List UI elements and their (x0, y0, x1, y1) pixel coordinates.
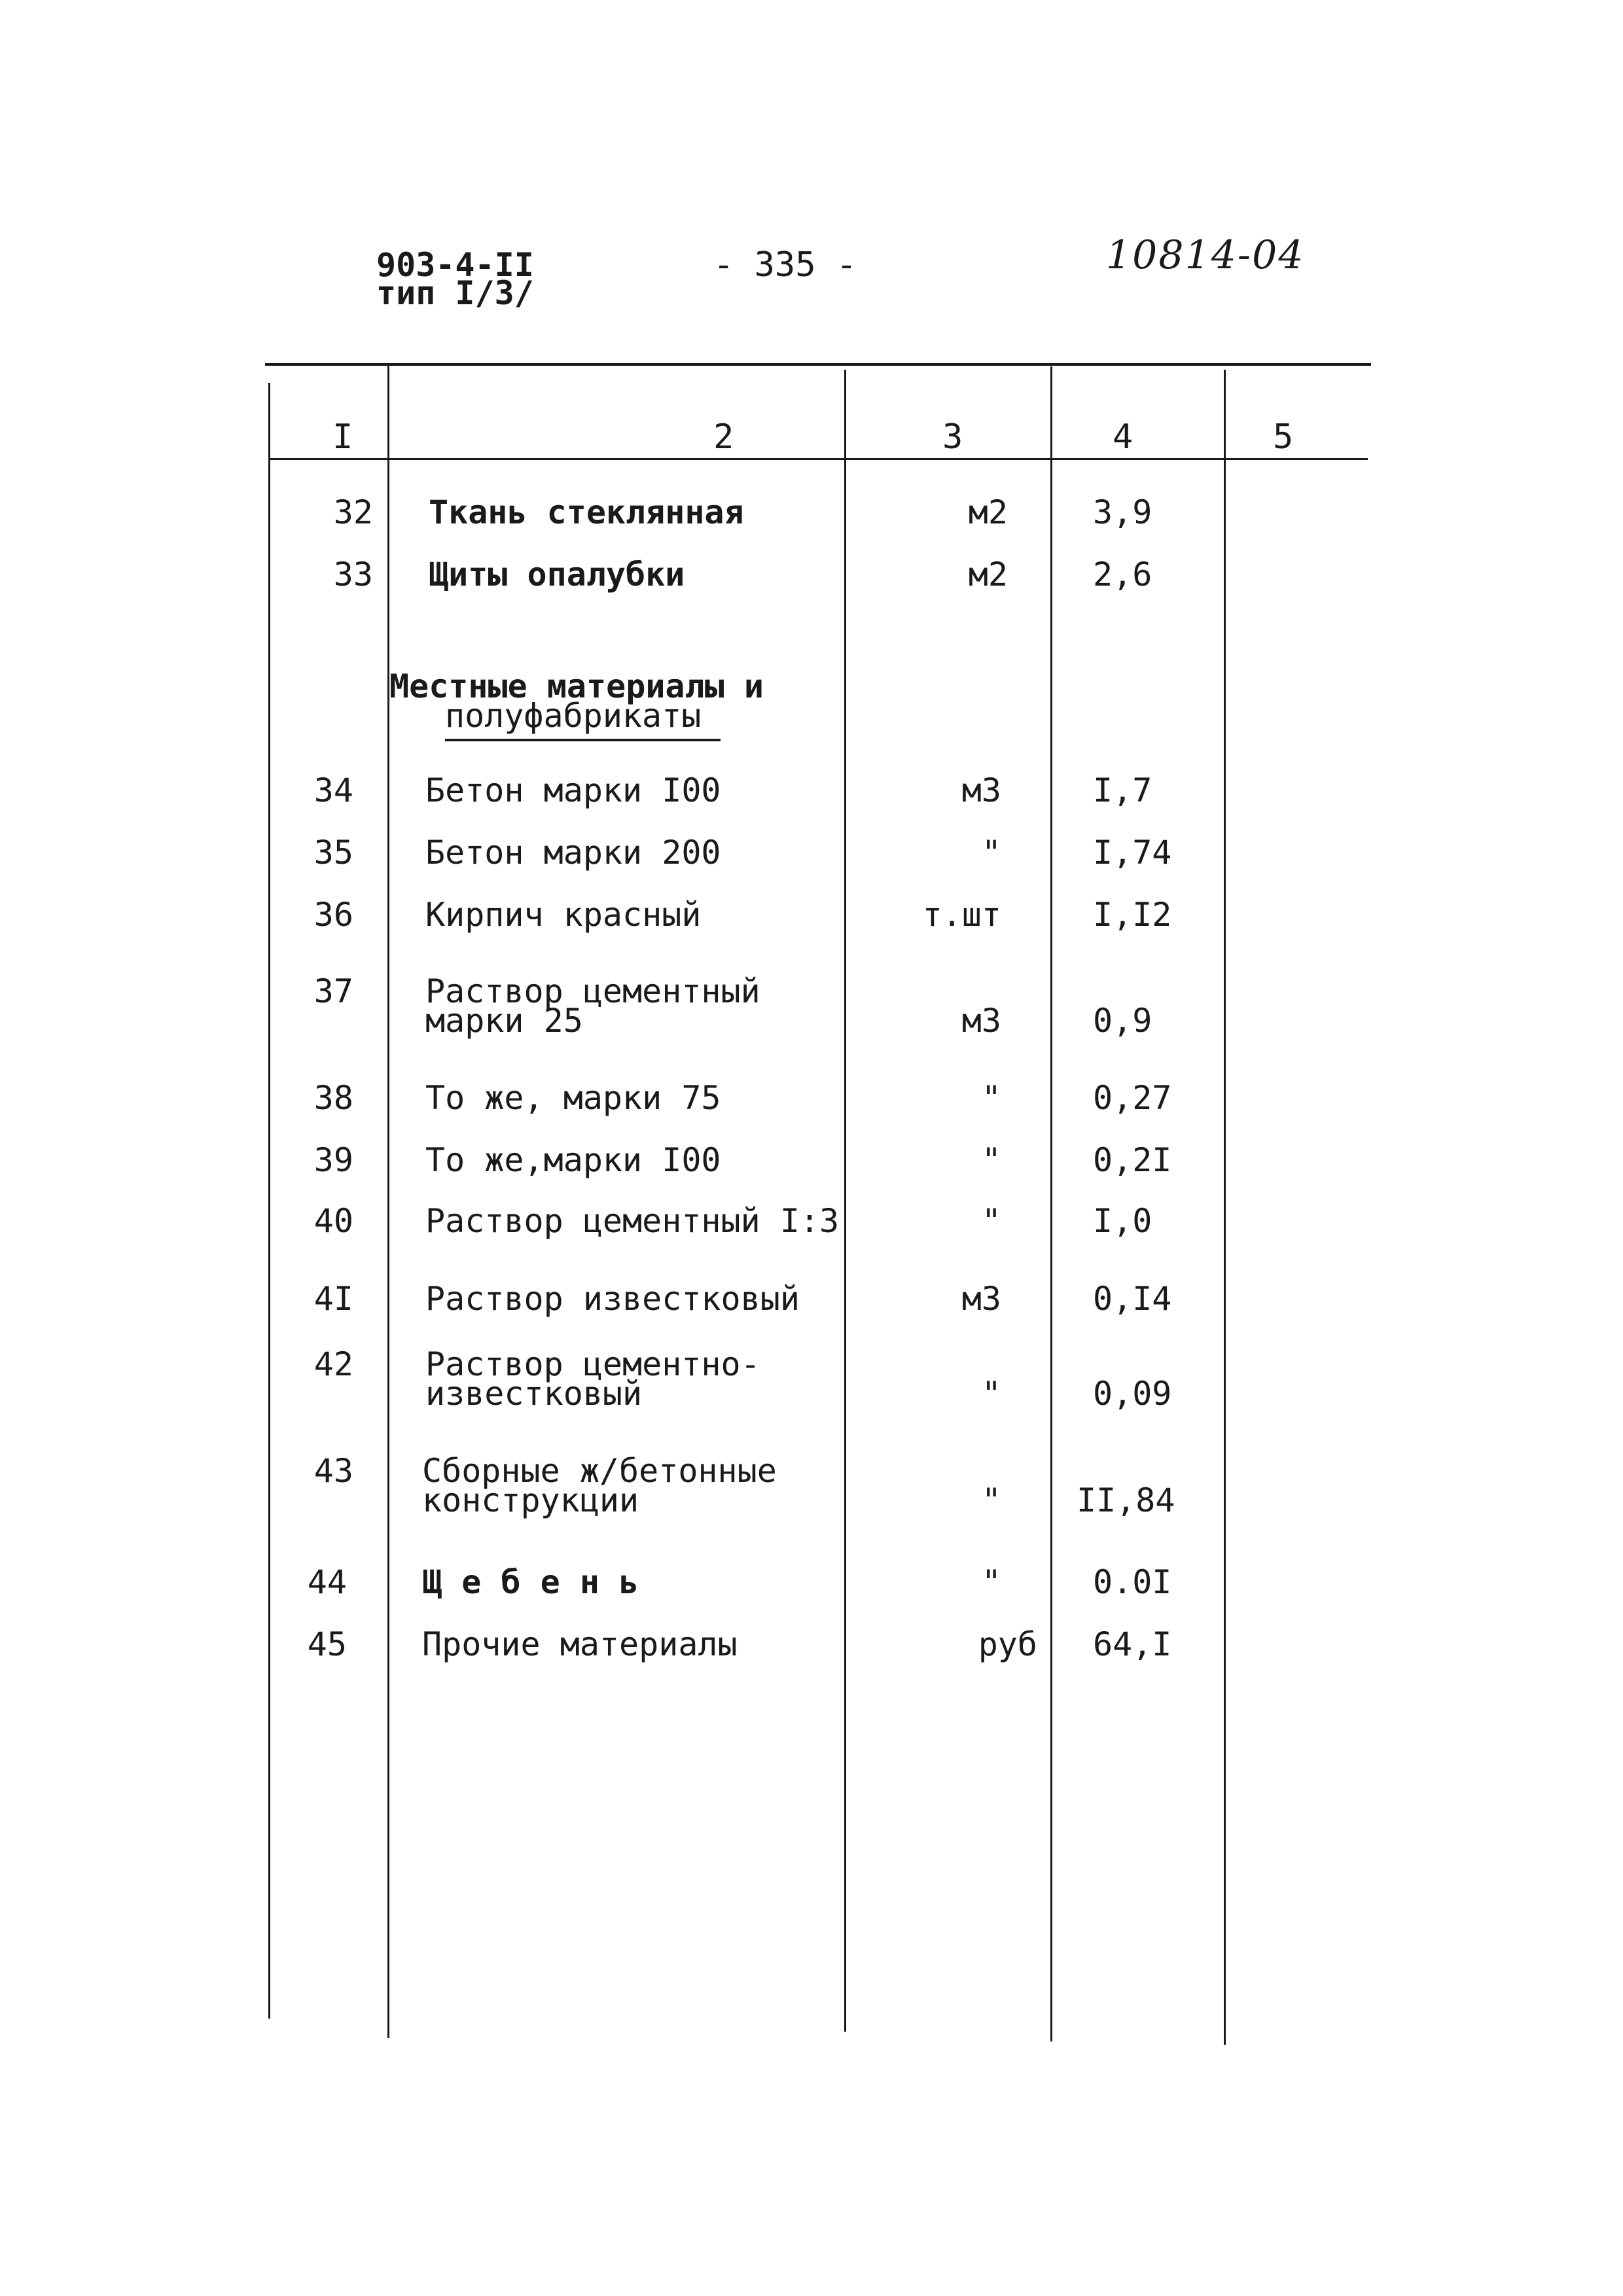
material-name-line2: марки 25 (425, 1002, 583, 1040)
column-number-5: 5 (1273, 417, 1294, 457)
quantity: 0.0I (1093, 1563, 1172, 1601)
unit: " (981, 1375, 1001, 1413)
row-number: 38 (313, 1079, 353, 1117)
unit: т.шт (922, 896, 1001, 934)
material-name: Щ е б е н ь (422, 1563, 639, 1601)
row-number: 32 (333, 493, 373, 531)
material-name: Прочие материалы (422, 1625, 738, 1663)
row-number: 33 (333, 556, 373, 593)
unit: " (981, 834, 1001, 872)
row-number: 45 (307, 1625, 347, 1663)
column-divider-1 (268, 383, 270, 2019)
material-name: То же, марки 75 (425, 1079, 721, 1117)
material-name-line1: Раствор цементный (425, 972, 760, 1010)
row-number: 34 (313, 771, 353, 809)
material-name-line1: Сборные ж/бетонные (422, 1452, 777, 1490)
quantity: 0,09 (1093, 1375, 1172, 1413)
material-name-line2: известковый (425, 1375, 643, 1413)
section-title-line2: полуфабрикаты (445, 697, 721, 741)
table-top-rule (265, 363, 1371, 366)
quantity: 64,I (1093, 1625, 1172, 1663)
table-header-rule (268, 458, 1368, 460)
unit: м3 (961, 1002, 1001, 1040)
quantity: 3,9 (1093, 493, 1152, 531)
quantity: 2,6 (1093, 556, 1152, 593)
row-number: 37 (313, 972, 353, 1010)
row-number: 43 (313, 1452, 353, 1490)
quantity: I,I2 (1093, 896, 1172, 934)
unit: " (981, 1563, 1001, 1601)
material-name: Раствор цементный I:3 (425, 1202, 840, 1240)
material-name: Ткань стеклянная (429, 493, 744, 531)
row-number: 4I (313, 1280, 353, 1318)
quantity: 0,9 (1093, 1002, 1152, 1040)
quantity: I,74 (1093, 834, 1172, 872)
quantity: I,0 (1093, 1202, 1152, 1240)
section-title-line1: Местные материалы и (389, 667, 764, 705)
column-number-3: 3 (942, 417, 963, 457)
unit: м2 (968, 493, 1008, 531)
unit: руб (978, 1625, 1037, 1663)
material-name: Щиты опалубки (429, 556, 685, 593)
quantity: 0,2I (1093, 1141, 1172, 1179)
unit: м3 (961, 1280, 1001, 1318)
material-name: Бетон марки I00 (425, 771, 721, 809)
row-number: 42 (313, 1345, 353, 1383)
material-name: Кирпич красный (425, 896, 702, 934)
quantity: 0,27 (1093, 1079, 1172, 1117)
column-number-2: 2 (713, 417, 734, 457)
quantity: 0,I4 (1093, 1280, 1172, 1318)
row-number: 36 (313, 896, 353, 934)
material-name: Раствор известковый (425, 1280, 800, 1318)
column-divider-5 (1224, 370, 1226, 2045)
row-number: 44 (307, 1563, 347, 1601)
material-name: Бетон марки 200 (425, 834, 721, 872)
page-number: - 335 - (713, 245, 857, 285)
unit: " (981, 1481, 1001, 1519)
material-name-line1: Раствор цементно- (425, 1345, 760, 1383)
row-number: 40 (313, 1202, 353, 1240)
material-name-line2: конструкции (422, 1481, 639, 1519)
column-number-1: I (332, 417, 353, 457)
quantity: II,84 (1077, 1481, 1175, 1519)
unit: " (981, 1141, 1001, 1179)
handwritten-code: 10814-04 (1106, 232, 1305, 278)
document-code: 903-4-II (376, 246, 534, 284)
unit: м2 (968, 556, 1008, 593)
column-divider-3 (844, 370, 846, 2032)
column-divider-4 (1050, 366, 1052, 2041)
unit: " (981, 1079, 1001, 1117)
material-name: То же,марки I00 (425, 1141, 721, 1179)
column-number-4: 4 (1113, 417, 1133, 457)
document-type: тип I/З/ (376, 274, 534, 312)
unit: м3 (961, 771, 1001, 809)
quantity: I,7 (1093, 771, 1152, 809)
column-divider-2 (387, 363, 389, 2038)
unit: " (981, 1202, 1001, 1240)
row-number: 35 (313, 834, 353, 872)
row-number: 39 (313, 1141, 353, 1179)
